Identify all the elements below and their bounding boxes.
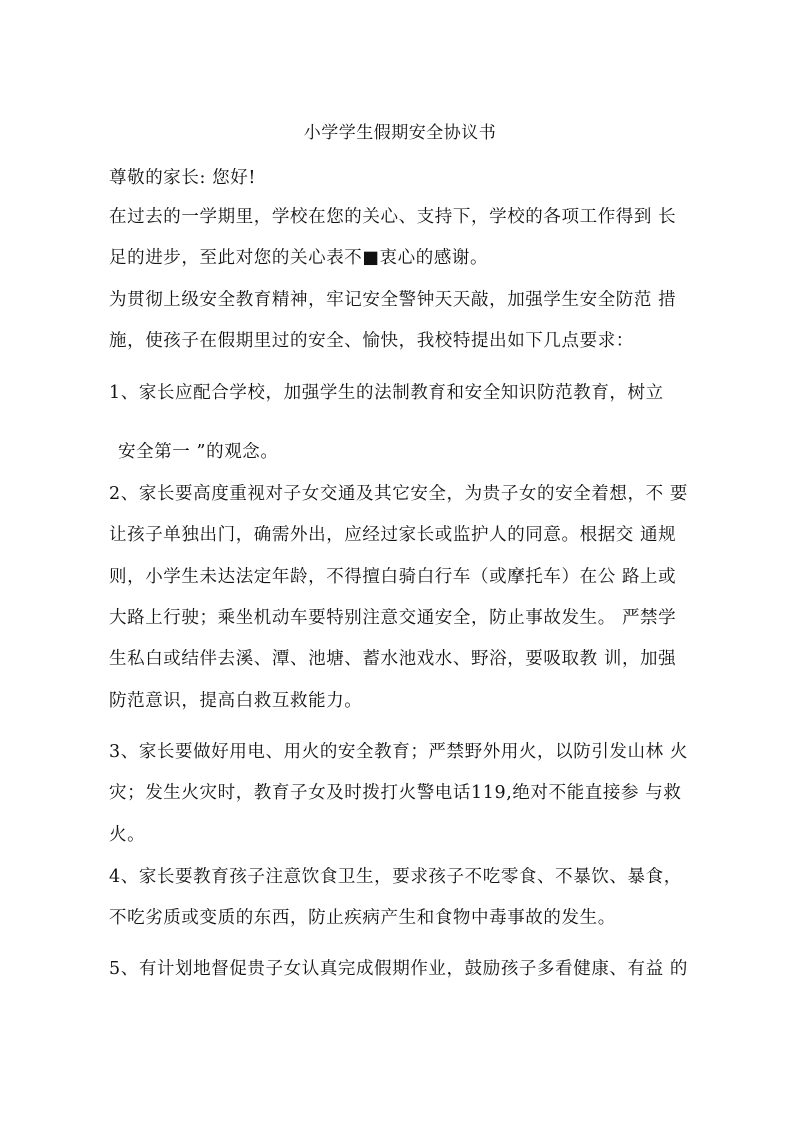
item-5-line: 5、有计划地督促贵子女认真完成假期作业，鼓励孩子多看健康、有益 的 — [109, 959, 688, 979]
item-3-line: 3、家长要做好用电、用火的安全教育；严禁野外用火，以防引发山林 火 — [109, 742, 688, 762]
item-1-line: 1、家长应配合学校，加强学生的法制教育和安全知识防范教育，树立 — [109, 383, 664, 403]
body-line: 在过去的一学期里，学校在您的关心、支持下，学校的各项工作得到 长 — [109, 207, 677, 227]
item-2-line: 防范意识，提高白救互救能力。 — [109, 691, 363, 711]
item-2-line: 大路上行驶；乘坐机动车要特别注意交通安全，防止事故发生。 严禁学 — [109, 608, 677, 628]
body-line: 为贯彻上级安全教育精神，牢记安全警钟天天敲，加强学生安全防范 措 — [109, 290, 677, 310]
salutation-line: 尊敬的家长: 您好! — [109, 168, 256, 188]
item-3-line: 灾；发生火灾时，教育子女及时拨打火警电话119,绝对不能直接参 与救 — [109, 783, 682, 803]
item-1-line: 安全第一 ”的观念。 — [118, 442, 279, 462]
item-4-line: 4、家长要教育孩子注意饮食卫生，要求孩子不吃零食、不暴饮、暴食， — [109, 867, 682, 887]
item-2-line: 则，小学生未达法定年龄，不得擅白骑白行车（或摩托车）在公 路上或 — [109, 567, 677, 587]
item-3-line: 火。 — [109, 825, 146, 845]
item-2-line: 生私白或结伴去溪、潭、池塘、蓄水池戏水、野浴，要吸取教 训，加强 — [109, 649, 677, 669]
body-line: 施，使孩子在假期里过的安全、愉快，我校特提出如下几点要求： — [109, 331, 634, 351]
document-title: 小学学生假期安全协议书 — [303, 123, 497, 143]
body-line: 足的进步，至此对您的关心表不■衷心的感谢。 — [109, 248, 489, 268]
item-2-line: 让孩子单独出门，确需外出，应经过家长或监护人的同意。根据交 通规 — [109, 525, 677, 545]
item-4-line: 不吃劣质或变质的东西，防止疾病产生和食物中毒事故的发生。 — [109, 908, 616, 928]
item-2-line: 2、家长要高度重视对子女交通及其它安全，为贵子女的安全着想，不 要 — [109, 484, 688, 504]
